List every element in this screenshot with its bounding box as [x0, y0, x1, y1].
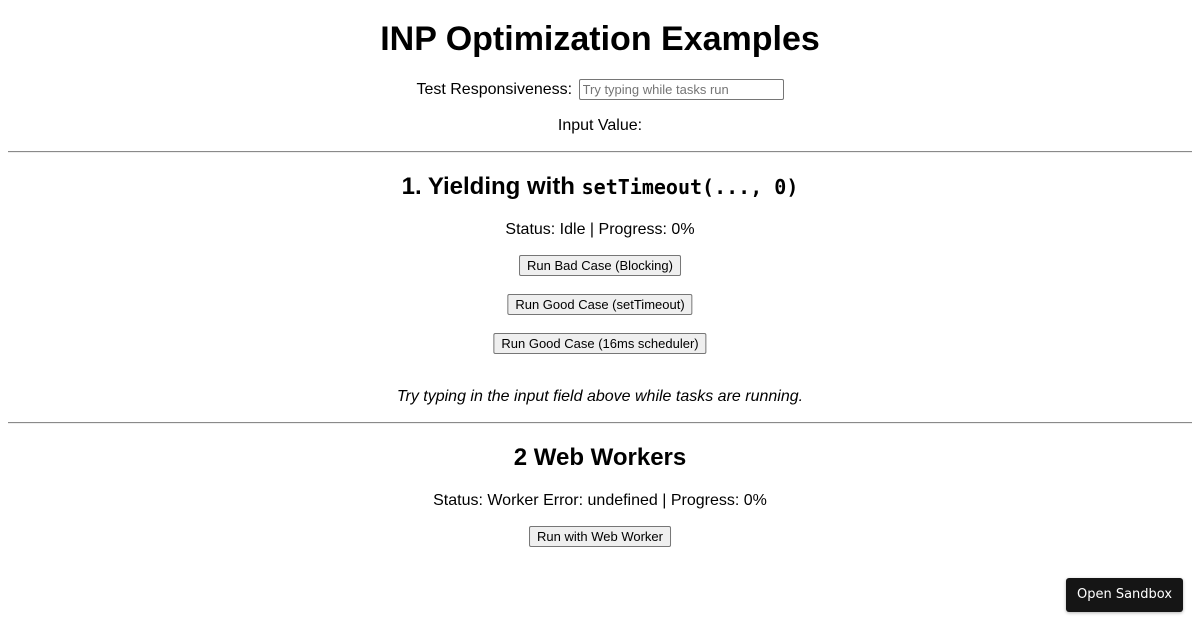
- divider: [8, 422, 1192, 424]
- test-responsiveness-label: Test Responsiveness:: [416, 81, 573, 98]
- section2-status: Status: Worker Error: undefined | Progress: 0%: [433, 492, 767, 509]
- test-responsiveness-input[interactable]: [579, 79, 784, 100]
- section1-title-prefix: 1. Yielding with: [401, 173, 582, 200]
- input-value-display: [8, 116, 1192, 135]
- section1-title: [8, 172, 1192, 202]
- section1-title-code: setTimeout(..., 0): [581, 175, 799, 199]
- page-title: INP Optimization Examples: [380, 20, 820, 58]
- run-bad-case-button[interactable]: Run Bad Case (Blocking): [519, 255, 681, 276]
- section2-title: 2 Web Workers: [513, 444, 687, 471]
- test-responsiveness-row: [8, 79, 1192, 101]
- open-sandbox-button[interactable]: Open Sandbox: [1066, 578, 1183, 612]
- run-good-case-scheduler-button[interactable]: Run Good Case (16ms scheduler): [493, 333, 706, 354]
- input-value-label: Input Value:: [557, 117, 643, 134]
- divider: [8, 151, 1192, 153]
- run-good-case-settimeout-button[interactable]: Run Good Case (setTimeout): [507, 294, 692, 315]
- run-web-worker-button[interactable]: Run with Web Worker: [529, 526, 671, 547]
- section1-hint: Try typing in the input field above while tasks are running.: [396, 388, 804, 405]
- section1-status: Status: Idle | Progress: 0%: [505, 221, 695, 238]
